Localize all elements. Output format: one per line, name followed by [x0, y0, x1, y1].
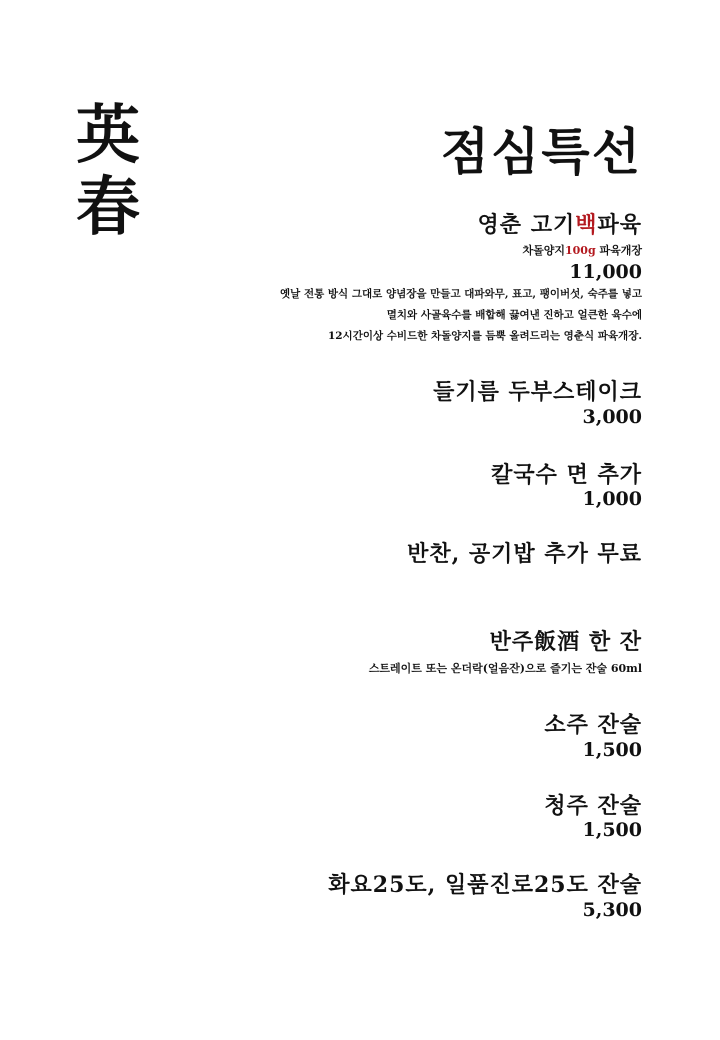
menu-item-name: 들기름 두부스테이크 — [433, 379, 642, 405]
page-title: 점심특선 — [440, 122, 642, 181]
drink-price: 1,500 — [582, 819, 642, 841]
drink-price: 1,500 — [582, 739, 642, 761]
featured-sub-part1: 차돌양지 — [522, 244, 565, 257]
drink-name: 청주 잔술 — [544, 793, 642, 819]
drink-name: 화요25도, 일품진로25도 잔술 — [328, 872, 642, 898]
featured-name-part2: 파육 — [597, 212, 642, 238]
yeongchun-logo — [64, 100, 152, 244]
featured-subtitle — [522, 242, 642, 258]
featured-description — [280, 284, 642, 347]
menu-item-price: 3,000 — [582, 406, 642, 428]
featured-price: 11,000 — [569, 261, 642, 283]
drink-name: 소주 잔술 — [544, 712, 642, 738]
featured-item-name — [478, 208, 642, 239]
featured-desc-line-1: 옛날 전통 방식 그대로 양념장을 만들고 대파와무, 표고, 팽이버섯, 숙주를 넣고 — [280, 288, 642, 300]
featured-name-red: 백 — [575, 212, 598, 238]
drink-price: 5,300 — [582, 899, 642, 921]
featured-name-part1: 영춘 고기 — [477, 212, 576, 238]
logo-char-1: 英 — [76, 98, 140, 173]
featured-sub-part2: 파육개장 — [595, 244, 642, 257]
menu-item-name: 칼국수 면 추가 — [491, 462, 642, 488]
banju-subtitle: 스트레이트 또는 온더락(얼음잔)으로 즐기는 잔술 60ml — [368, 662, 642, 675]
logo-char-2: 春 — [76, 170, 140, 245]
featured-desc-line-2: 멸치와 사골육수를 배합해 끓여낸 진하고 얼큰한 육수에 — [386, 309, 642, 321]
featured-sub-red: 100g — [565, 244, 596, 257]
banju-title: 반주飯酒 한 잔 — [489, 629, 642, 655]
menu-item-price: 1,000 — [582, 488, 642, 510]
free-note: 반찬, 공기밥 추가 무료 — [407, 541, 642, 567]
featured-desc-line-3: 12시간이상 수비드한 차돌양지를 듬뿍 올려드리는 영춘식 파육개장. — [327, 330, 642, 342]
